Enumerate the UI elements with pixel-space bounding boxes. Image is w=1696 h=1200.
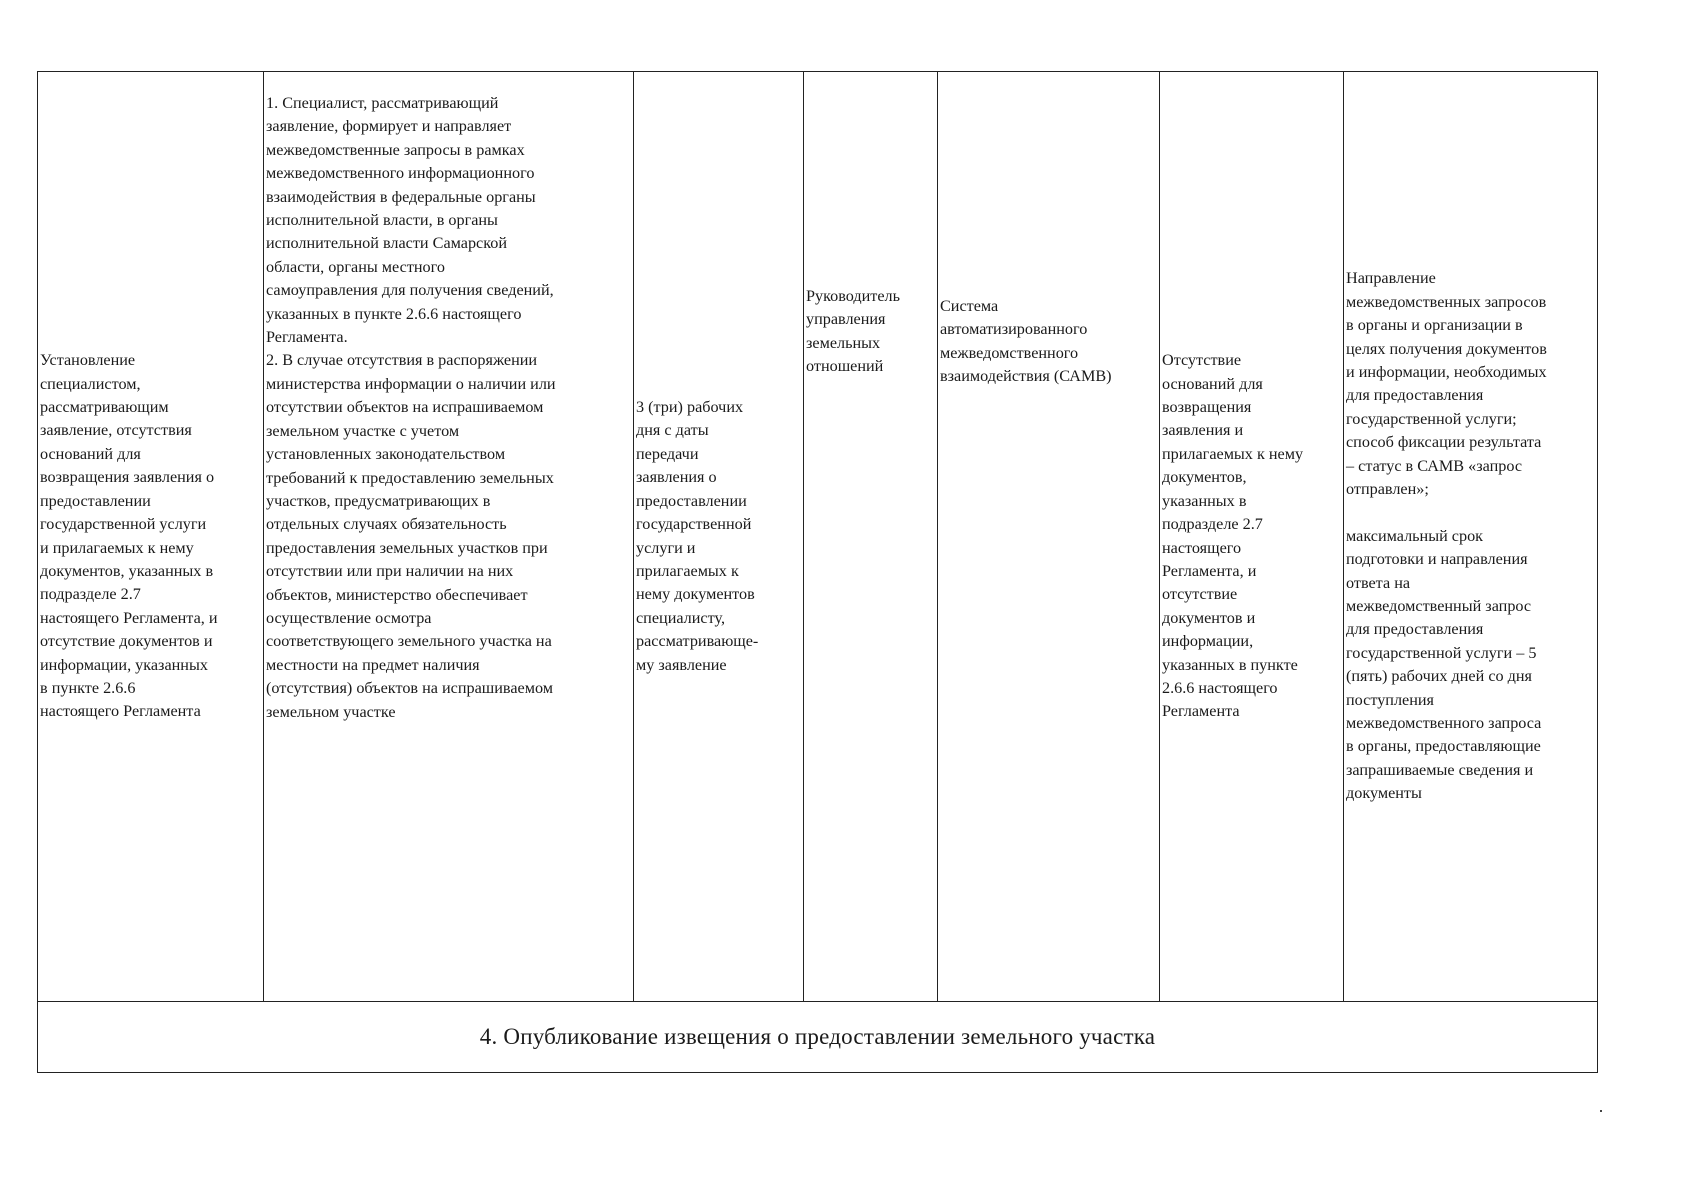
result-text: Направление межведомственных запросов в органы и организации в целях получения документов и информации, необходимых для предоставления государственной услуги; способ фиксации результата – статус в САМВ «запрос отправлен»; максимальный срок подготовки и направления ответа на межведомственный запрос для предоставления государственной услуги – 5 (пять) рабочих дней со дня поступления межведомственного запроса в органы, предоставляющие запрашиваемые сведения и документы bbox=[1346, 269, 1547, 803]
responsible-cell bbox=[804, 72, 938, 1002]
criteria-cell bbox=[1160, 72, 1344, 1002]
procedure-table bbox=[37, 71, 1598, 1073]
stage-heading: 4. Опубликование извещения о предоставлении земельного участка bbox=[38, 1002, 1598, 1073]
result-cell bbox=[1344, 72, 1598, 1002]
action-cell bbox=[38, 72, 264, 1002]
scan-speck bbox=[1600, 1110, 1602, 1112]
stage-heading-row bbox=[38, 1002, 1598, 1073]
content-cell bbox=[264, 72, 634, 1002]
system-cell bbox=[938, 72, 1160, 1002]
system-text: Система автоматизированного межведомственного взаимодействия (САМВ) bbox=[940, 297, 1112, 386]
action-text: Установление специалистом, рассматривающим заявление, отсутствия оснований для возвращения заявления о предоставлении государственной услуги и прилагаемых к нему документов, указанных в подразделе 2.7 настоящего Регламента, и отсутствие документов и информации, указанных в пункте 2.6.6 настоящего Регламента bbox=[40, 351, 218, 721]
responsible-text: Руководитель управления земельных отношений bbox=[806, 287, 901, 376]
duration-text: 3 (три) рабочих дня с даты передачи заявления о предоставлении государственной услуги и прилагаемых к нему документов специалисту, рассматривающе- му заявление bbox=[636, 398, 759, 674]
table-row bbox=[38, 72, 1598, 1002]
criteria-text: Отсутствие оснований для возвращения заявления и прилагаемых к нему документов, указанных в подразделе 2.7 настоящего Регламента, и отсутствие документов и информации, указанных в пункте 2.6.6 настоящего Регламента bbox=[1162, 351, 1304, 721]
duration-cell bbox=[634, 72, 804, 1002]
content-text: 1. Специалист, рассматривающий заявление, формирует и направляет межведомственные запросы в рамках межведомственного информационного взаимодействия в федеральные органы исполнительной власти, в органы исполнительной власти Самарской области, органы местного самоуправления для получения сведений, указанных в пункте 2.6.6 настоящего Регламента. 2. В случае отсутствия в распоряжении министерства информации о наличии или отсутствии объектов на испрашиваемом земельном участке с учетом установленных законодательством требований к предоставлению земельных участков, предусматривающих в отдельных случаях обязательность предоставления земельных участков при отсутствии или при наличии на них объектов, министерство обеспечивает осуществление осмотра соответствующего земельного участка на местности на предмет наличия (отсутствия) объектов на испрашиваемом земельном участке bbox=[266, 94, 556, 721]
